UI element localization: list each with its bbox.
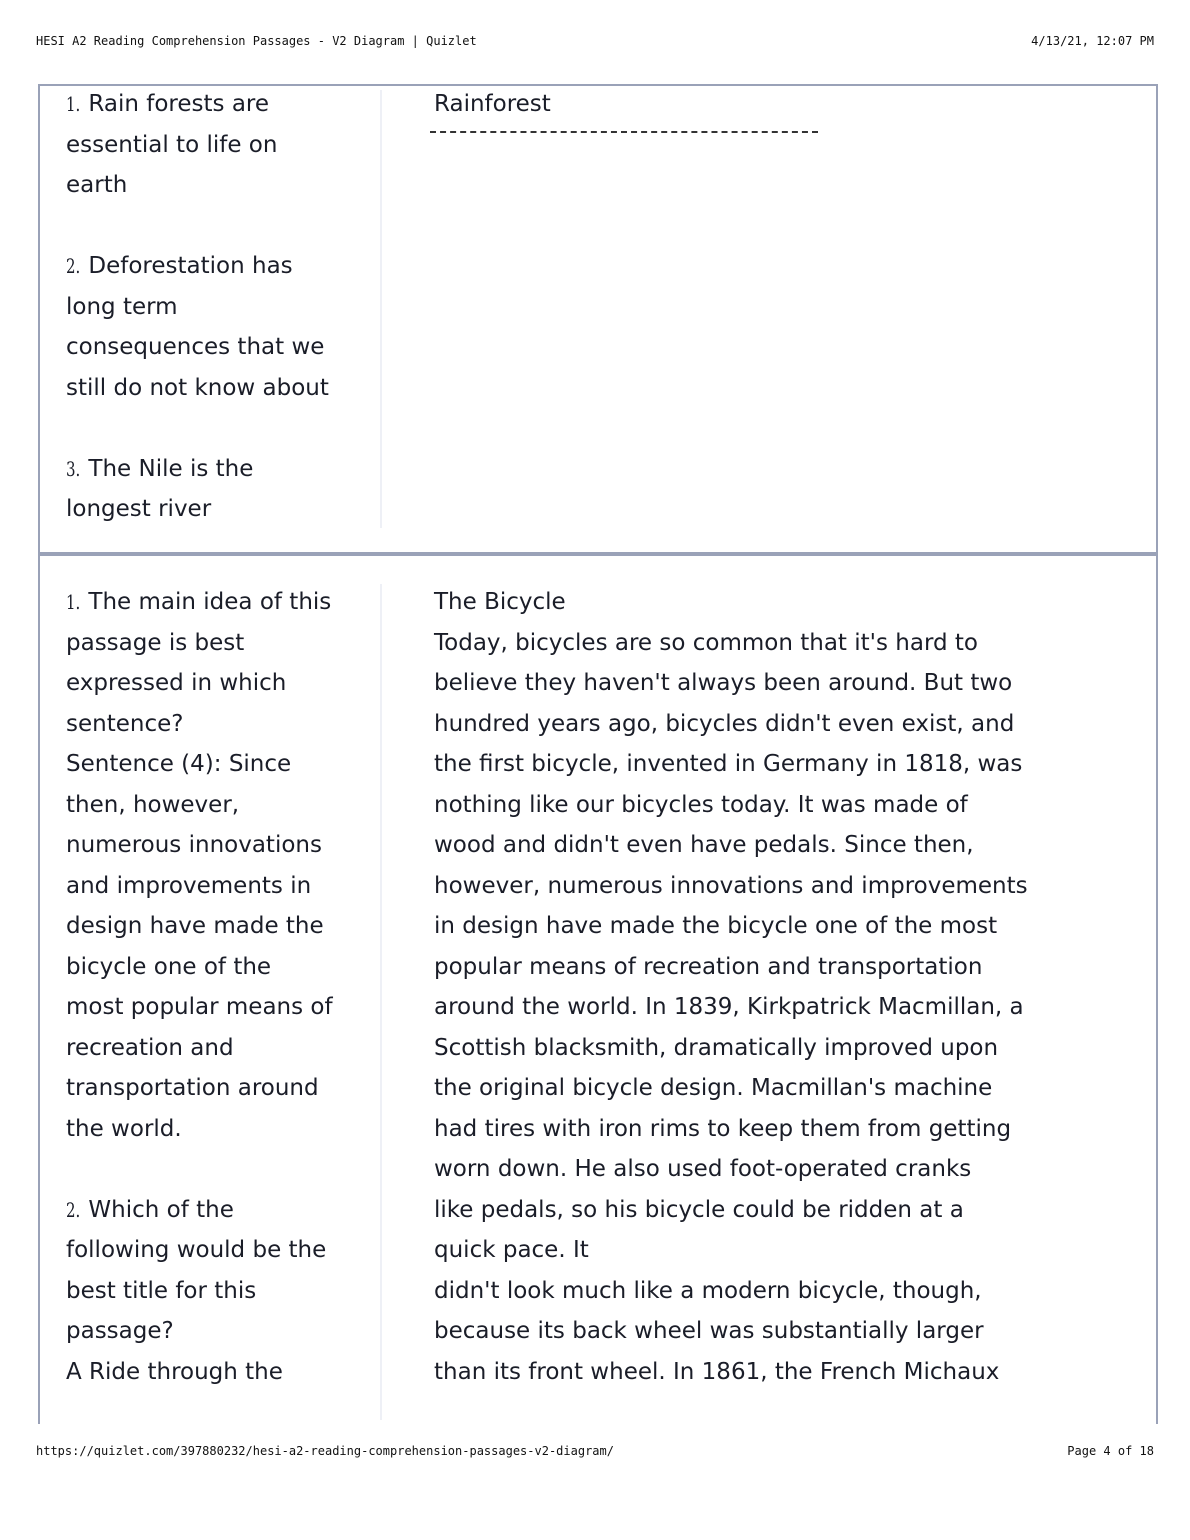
passage-line: however, numerous innovations and improvements [434, 872, 1028, 899]
item-number: 2. [66, 1197, 81, 1222]
definition-title: The Bicycle [434, 589, 566, 615]
definition-title: Rainforest [434, 91, 551, 117]
term-line: numerous innovations [66, 832, 322, 858]
passage-line: Today, bicycles are so common that it's hard to [434, 629, 978, 656]
definition-passage [434, 623, 1054, 1393]
term-line: consequences that we [66, 334, 325, 360]
dashed-divider [430, 131, 818, 133]
print-datetime: 4/13/21, 12:07 PM [1031, 34, 1154, 48]
passage-line: worn down. He also used foot-operated cranks [434, 1156, 972, 1182]
flashcard [40, 560, 1156, 1424]
passage-line: like pedals, so his bicycle could be ridden at a [434, 1196, 964, 1223]
passage-line: than its front wheel. In 1861, the French Michaux [434, 1358, 1000, 1385]
passage-line: Scottish blacksmith, dramatically improved upon [434, 1034, 999, 1061]
passage-line: in design have made the bicycle one of the most [434, 913, 998, 939]
term-line: Rain forests are [88, 91, 270, 117]
item-number: 1. [66, 590, 81, 614]
term-line: still do not know about [66, 374, 329, 401]
term-item [66, 246, 366, 408]
term-line: passage is best [66, 629, 245, 656]
item-number: 2. [66, 254, 81, 278]
term-line: earth [66, 172, 128, 198]
term-item [66, 449, 366, 530]
passage-line: the first bicycle, invented in Germany in 1818, was [434, 751, 1023, 777]
column-divider [380, 584, 382, 1420]
term-line: and improvements in [66, 872, 312, 899]
term-line: sentence? [66, 710, 184, 737]
term-line: then, however, [66, 791, 240, 818]
passage-line: popular means of recreation and transportation [434, 953, 983, 980]
print-header [36, 34, 1154, 48]
passage-line: didn't look much like a modern bicycle, though, [434, 1277, 982, 1304]
column-divider [380, 90, 382, 528]
card-term [66, 84, 366, 530]
flashcard-list [38, 84, 1158, 1424]
term-item [66, 84, 366, 206]
term-line: A Ride through the [66, 1358, 283, 1385]
passage-line: nothing like our bicycles today. It was made of [434, 791, 968, 818]
term-line: longest river [66, 496, 212, 522]
term-line: best title for this [66, 1277, 257, 1304]
term-line: the world. [66, 1115, 182, 1142]
term-line: bicycle one of the [66, 953, 272, 980]
term-item [66, 582, 366, 1149]
passage-line: wood and didn't even have pedals. Since then, [434, 832, 974, 858]
term-line: passage? [66, 1318, 174, 1344]
term-line: expressed in which [66, 670, 287, 696]
passage-line: the original bicycle design. Macmillan's machine [434, 1075, 993, 1101]
card-term [66, 582, 366, 1392]
term-line: The Nile is the [88, 455, 254, 482]
card-definition [434, 582, 1054, 1392]
term-line: Deforestation has [88, 253, 293, 279]
term-line: long term [66, 293, 178, 320]
item-number: 1. [66, 92, 81, 116]
passage-line: because its back wheel was substantially larger [434, 1318, 984, 1344]
passage-line: had tires with iron rims to keep them from getting [434, 1115, 1012, 1142]
page-number: Page 4 of 18 [1067, 1444, 1154, 1458]
term-line: most popular means of [66, 994, 333, 1020]
term-line: essential to life on [66, 131, 278, 158]
term-line: transportation around [66, 1075, 319, 1101]
term-line: following would be the [66, 1237, 327, 1263]
term-line: Which of the [88, 1196, 234, 1223]
term-line: recreation and [66, 1034, 234, 1061]
item-number: 3. [66, 456, 81, 481]
card-definition [434, 84, 1054, 133]
passage-line: around the world. In 1839, Kirkpatrick Macmillan, a [434, 994, 1024, 1020]
flashcard [40, 86, 1156, 556]
passage-line: hundred years ago, bicycles didn't even exist, and [434, 710, 1015, 737]
passage-line: believe they haven't always been around. But two [434, 670, 1013, 696]
term-line: Sentence (4): Since [66, 751, 292, 777]
print-footer [36, 1444, 1154, 1458]
term-line: design have made the [66, 913, 324, 939]
passage-line: quick pace. It [434, 1237, 589, 1263]
document-title: HESI A2 Reading Comprehension Passages - V2 Diagram | Quizlet [36, 34, 477, 48]
term-item [66, 1190, 366, 1393]
term-line: The main idea of this [88, 589, 332, 615]
page-url: https://quizlet.com/397880232/hesi-a2-reading-comprehension-passages-v2-diagram/ [36, 1444, 614, 1458]
